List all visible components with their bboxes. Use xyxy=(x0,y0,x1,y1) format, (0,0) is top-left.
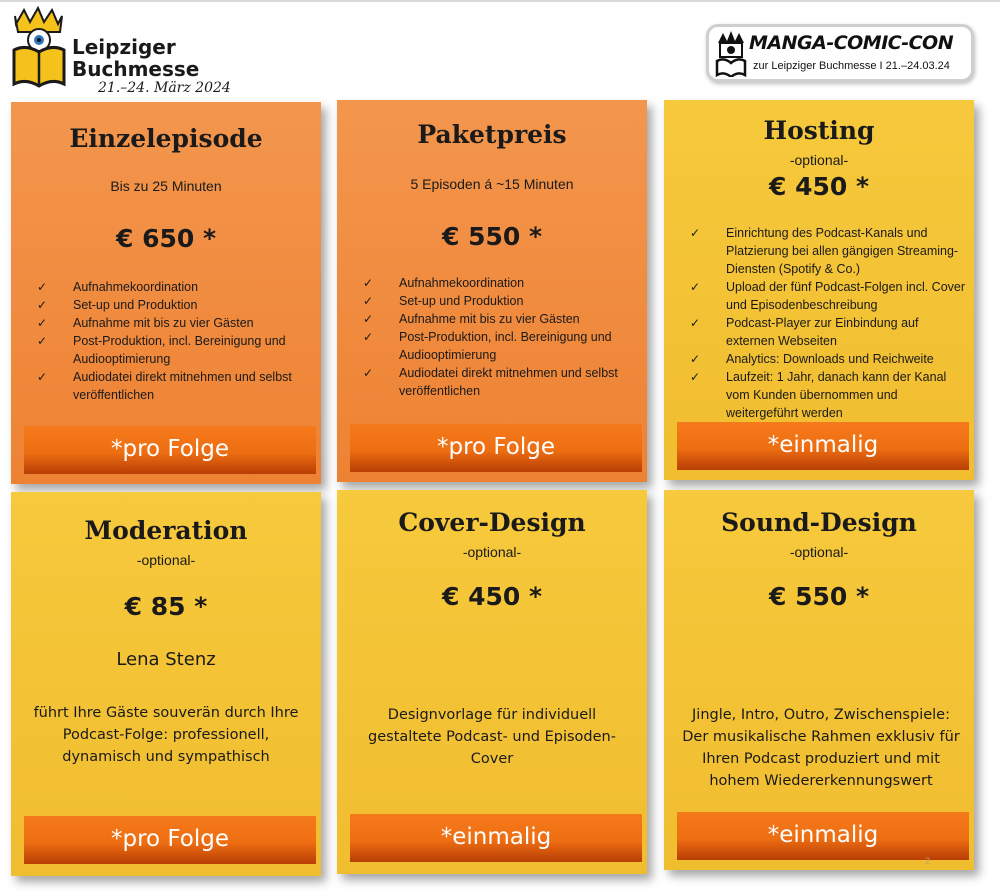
card-moderation xyxy=(11,492,321,876)
list-item: ✓ Upload der fünf Podcast-Folgen incl. Cover und Episodenbeschreibung xyxy=(690,280,966,312)
leipziger-buchmesse-logo xyxy=(8,6,248,98)
list-item: ✓ Set-up und Produktion xyxy=(363,294,524,308)
card-einzelepisode xyxy=(11,102,321,484)
card-price: € 650 * xyxy=(115,224,217,253)
card-title: Moderation xyxy=(84,516,248,545)
mcc-subtitle: zur Leipziger Buchmesse I 21.–24.03.24 xyxy=(753,60,950,72)
list-item: ✓ Post-Produktion, incl. Bereinigung und Audiooptimierung xyxy=(37,334,286,366)
card-subtitle: -optional- xyxy=(789,152,849,168)
list-item: ✓ Aufnahmekoordination xyxy=(363,276,525,290)
card-description: führt Ihre Gäste souverän durch Ihre Podcast-Folge: professionell, dynamisch und sympathisch xyxy=(33,705,299,765)
lbm-title: Leipziger Buchmesse xyxy=(72,35,200,81)
check-icon: ✓ xyxy=(37,334,48,348)
card-price: € 450 * xyxy=(768,172,870,201)
card-subtitle: -optional- xyxy=(462,544,522,560)
check-icon: ✓ xyxy=(37,316,48,330)
check-icon: ✓ xyxy=(690,280,701,294)
check-icon: ✓ xyxy=(690,316,701,330)
card-subtitle: 5 Episoden á ~15 Minuten xyxy=(410,176,574,192)
list-item: ✓ Audiodatei direkt mitnehmen und selbst veröffentlichen xyxy=(37,370,292,402)
check-icon: ✓ xyxy=(690,352,701,366)
card-description: Designvorlage für individuell gestaltete Podcast- und Episoden-Cover xyxy=(368,707,616,767)
card-title: Hosting xyxy=(763,116,875,145)
list-item: ✓ Set-up und Produktion xyxy=(37,298,198,312)
card-price: € 550 * xyxy=(768,582,870,611)
einmalig-button[interactable]: *einmalig xyxy=(350,814,642,862)
check-icon: ✓ xyxy=(690,370,701,384)
card-sound-design xyxy=(664,490,974,870)
card-cover-design xyxy=(337,490,647,874)
card-subtitle: Bis zu 25 Minuten xyxy=(110,178,222,194)
pro-folge-button[interactable]: *pro Folge xyxy=(24,816,316,864)
check-icon: ✓ xyxy=(363,330,374,344)
check-icon: ✓ xyxy=(363,366,374,380)
card-title: Paketpreis xyxy=(417,120,567,149)
pro-folge-button[interactable]: *pro Folge xyxy=(24,426,316,474)
card-subtitle: -optional- xyxy=(136,552,196,568)
check-icon: ✓ xyxy=(37,280,48,294)
moderator-name: Lena Stenz xyxy=(116,649,216,670)
manga-comic-con-logo xyxy=(706,24,974,82)
list-item: ✓ Post-Produktion, incl. Bereinigung und Audiooptimierung xyxy=(363,330,612,362)
card-subtitle: -optional- xyxy=(789,544,849,560)
card-paketpreis xyxy=(337,100,647,482)
card-title: Cover-Design xyxy=(398,508,586,537)
list-item: ✓ Aufnahme mit bis zu vier Gästen xyxy=(37,316,254,330)
fair-date: 21.–24. März 2024 xyxy=(98,80,231,96)
einmalig-button[interactable]: *einmalig xyxy=(677,812,969,860)
list-item: ✓ Analytics: Downloads und Reichweite xyxy=(690,352,934,366)
card-title: Sound-Design xyxy=(721,508,917,537)
card-price: € 85 * xyxy=(124,592,208,621)
pro-folge-button[interactable]: *pro Folge xyxy=(350,424,642,472)
feature-list xyxy=(363,274,643,400)
list-item: ✓ Laufzeit: 1 Jahr, danach kann der Kanal vom Kunden übernommen und weitergeführt werden xyxy=(690,370,947,420)
card-price: € 450 * xyxy=(441,582,543,611)
check-icon: ✓ xyxy=(363,294,374,308)
card-title: Einzelepisode xyxy=(69,124,263,153)
feature-list xyxy=(37,278,317,404)
card-hosting xyxy=(664,100,974,480)
card-description: Jingle, Intro, Outro, Zwischenspiele: Der musikalische Rahmen exklusiv für Ihren Podcast produziert und mit hohem Wiedererkennungswert xyxy=(682,707,960,789)
book-reader-icon xyxy=(10,6,68,90)
check-icon: ✓ xyxy=(690,226,701,240)
top-divider xyxy=(0,0,1000,2)
einmalig-button[interactable]: *einmalig xyxy=(677,422,969,470)
check-icon: ✓ xyxy=(363,276,374,290)
list-item: ✓ Einrichtung des Podcast-Kanals und Platzierung bei allen gängigen Streaming-Diensten (Spotify & Co.) xyxy=(690,226,959,276)
list-item: ✓ Podcast-Player zur Einbindung auf externen Webseiten xyxy=(690,316,919,348)
list-item: ✓ Audiodatei direkt mitnehmen und selbst veröffentlichen xyxy=(363,366,618,398)
feature-list xyxy=(690,224,970,422)
check-icon: ✓ xyxy=(37,370,48,384)
check-icon: ✓ xyxy=(37,298,48,312)
card-price: € 550 * xyxy=(441,222,543,251)
check-icon: ✓ xyxy=(363,312,374,326)
mascot-icon xyxy=(715,31,747,77)
list-item: ✓ Aufnahmekoordination xyxy=(37,280,199,294)
mcc-title: MANGA-COMIC-CON xyxy=(749,32,954,54)
list-item: ✓ Aufnahme mit bis zu vier Gästen xyxy=(363,312,580,326)
page-number: 2 xyxy=(925,856,931,866)
